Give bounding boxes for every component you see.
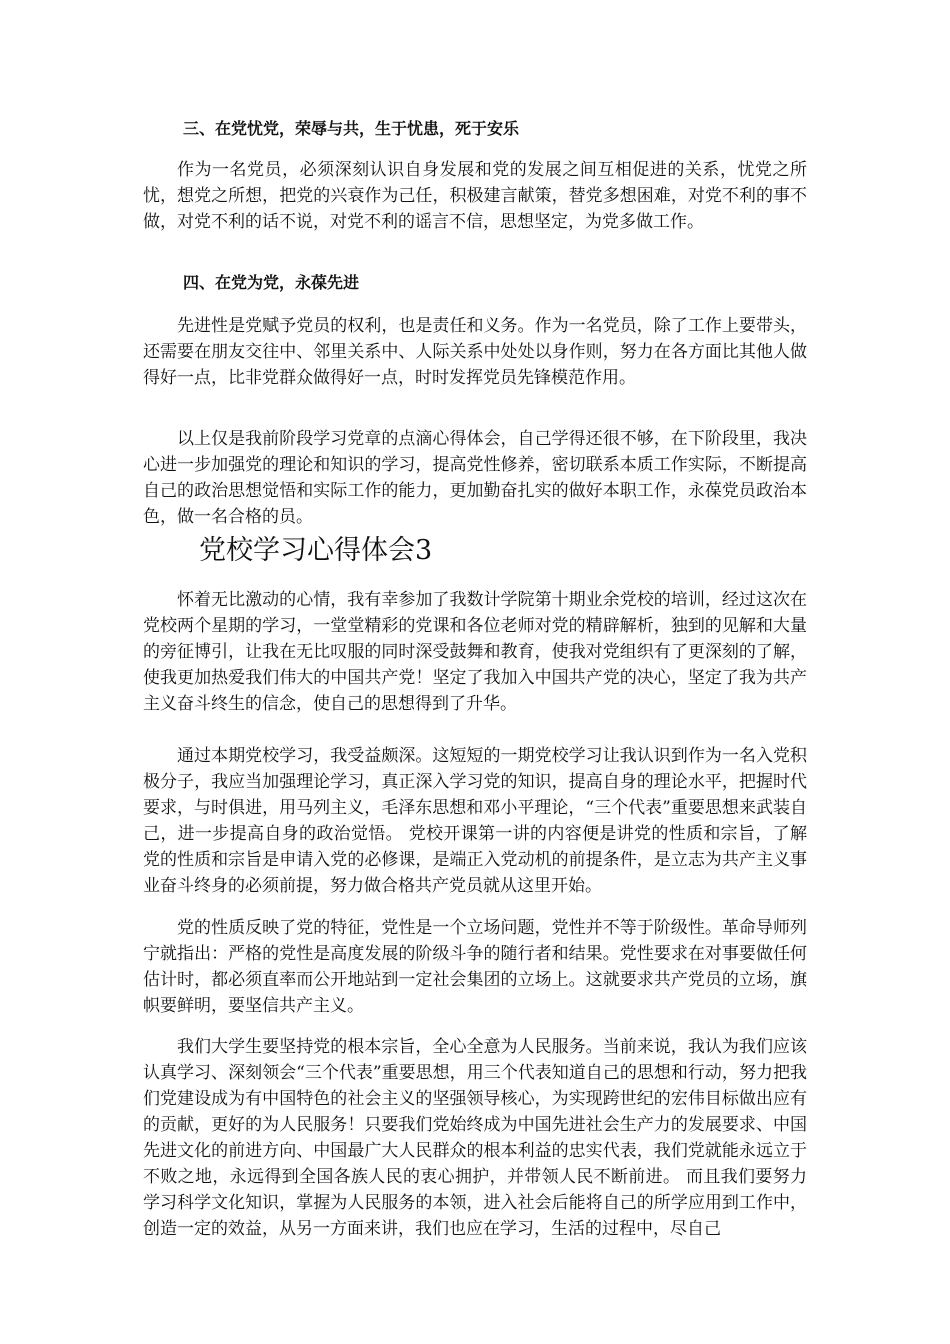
article3-paragraph-3: 党的性质反映了党的特征，党性是一个立场问题，党性并不等于阶级性。革命导师列宁就指出：严格的党性是高度发展的阶级斗争的随行者和结果。党性要求在对事要做任何估计时，都必须直率而公开地站到一定社会集团的立场上。这就要求共产党员的立场，旗帜要鲜明，要坚信共产主义。 — [143, 918, 807, 1016]
section4-heading: 四、在党为党，永葆先进 — [183, 273, 360, 292]
article3-paragraph-1: 怀着无比激动的心情，我有幸参加了我数计学院第十期业余党校的培训，经过这次在党校两个星期的学习，一堂堂精彩的党课和各位老师对党的精辟解析，独到的见解和大量的旁征博引，让我在无比叹服的同时深受鼓舞和教育，使我对党组织有了更深刻的了解，使我更加热爱我们伟大的中国共产党！坚定了我加入中国共产党的决心，坚定了我为共产主义奋斗终生的信念，使自己的思想得到了升华。 — [143, 590, 807, 714]
section3-heading: 三、在党忧党，荣辱与共，生于忧患，死于安乐 — [183, 119, 520, 138]
section3-paragraph: 作为一名党员，必须深刻认识自身发展和党的发展之间互相促进的关系，忧党之所忧，想党之所想，把党的兴衰作为己任，积极建言献策，替党多想困难，对党不利的事不做，对党不利的话不说，对党不利的谣言不信，思想坚定，为党多做工作。 — [143, 160, 807, 232]
section4-paragraph: 先进性是党赋予党员的权利，也是责任和义务。作为一名党员，除了工作上要带头，还需要在朋友交往中、邻里关系中、人际关系中处处以身作则，努力在各方面比其他人做得好一点，比非党群众做得好一点，时时发挥党员先锋模范作用。 — [143, 316, 807, 388]
article3-title: 党校学习心得体会3 — [199, 535, 433, 566]
article3-paragraph-4: 我们大学生要坚持党的根本宗旨，全心全意为人民服务。当前来说，我认为我们应该认真学习、深刻领会“三个代表”重要思想，用三个代表知道自己的思想和行动，努力把我们党建设成为有中国特色的社会主义的坚强领导核心，为实现跨世纪的宏伟目标做出应有的贡献，更好的为人民服务！只要我们党始终成为中国先进社会生产力的发展要求、中国先进文化的前进方向、中国最广大人民群众的根本利益的忠实代表，我们党就能永远立于不败之地，永远得到全国各族人民的衷心拥护，并带领人民不断前进。 而且我们要努力学习科学文化知识，掌握为人民服务的本领，进入社会后能将自己的所学应用到工作中，创造一定的效益，从另一方面来讲，我们也应在学习，生活的过程中，尽自己 — [143, 1037, 807, 1239]
article3-paragraph-2: 通过本期党校学习，我受益颇深。这短短的一期党校学习让我认识到作为一名入党积极分子，我应当加强理论学习，真正深入学习党的知识，提高自身的理论水平，把握时代要求，与时俱进，用马列主义，毛泽东思想和邓小平理论，“三个代表”重要思想来武装自己，进一步提高自身的政治觉悟。 党校开课第一讲的内容便是讲党的性质和宗旨，了解党的性质和宗旨是申请入党的必修课，是端正入党动机的前提条件，是立志为共产主义事业奋斗终身的必须前提，努力做合格共产党员就从这里开始。 — [143, 746, 807, 896]
conclusion-paragraph: 以上仅是我前阶段学习党章的点滴心得体会，自己学得还很不够，在下阶段里，我决心进一步加强党的理论和知识的学习，提高党性修养，密切联系本质工作实际，不断提高自己的政治思想觉悟和实际工作的能力，更加勤奋扎实的做好本职工作，永葆党员政治本色，做一名合格的员。 — [143, 429, 807, 527]
